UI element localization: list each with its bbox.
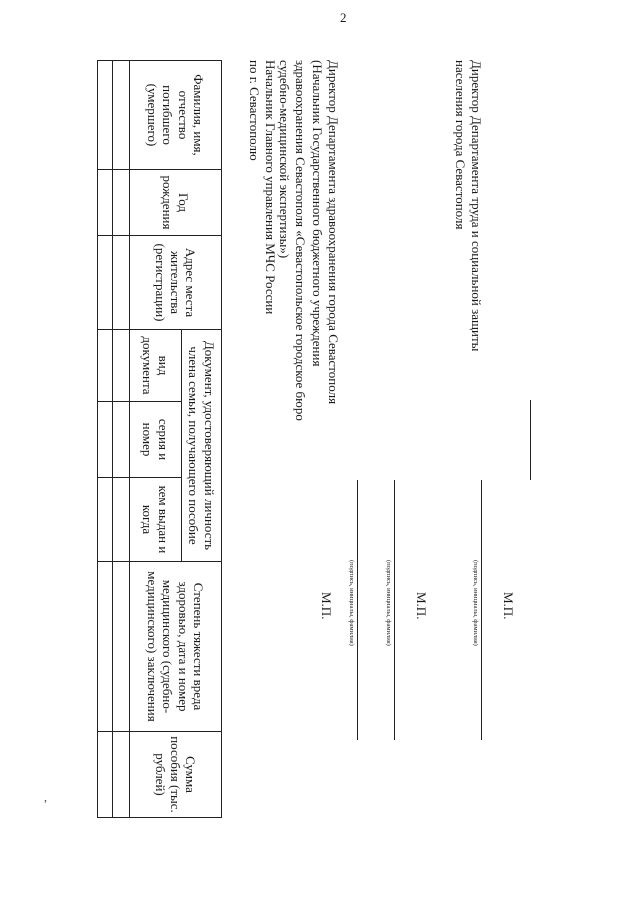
stamp-placeholder: М.П. bbox=[501, 592, 516, 620]
signature-line bbox=[357, 480, 358, 740]
stamp-placeholder: М.П. bbox=[319, 592, 334, 620]
table-row bbox=[113, 61, 130, 818]
page-number: 2 bbox=[340, 10, 347, 25]
signatory-title-line: судебно-медицинской экспертизы») bbox=[277, 60, 293, 259]
signatory-title-line: населения города Севастополя bbox=[452, 60, 468, 230]
signature-block-labour bbox=[452, 60, 485, 351]
header-document: Документ, удостоверяющий личность члена семьи, получающего пособие bbox=[182, 330, 222, 562]
signature-line-short bbox=[530, 400, 531, 480]
header-address: Адрес места жительства (регистрации) bbox=[130, 236, 222, 330]
header-harm: Степень тяжести вреда здоровью, дата и номер медицинского (судебно-медицинского) заключения bbox=[130, 562, 222, 732]
signature-block-mchs bbox=[246, 60, 279, 314]
signatory-title-line: Начальник Главного управления МЧС России bbox=[263, 60, 278, 315]
header-doc-issued: кем выдан и когда bbox=[130, 478, 182, 562]
family-members-table bbox=[97, 60, 222, 818]
header-birth-year: Год рождения bbox=[130, 170, 222, 236]
signature-line bbox=[394, 480, 395, 740]
header-fio: Фамилия, имя, отчество погибшего (умершего) bbox=[130, 61, 222, 170]
signature-block-health bbox=[276, 60, 341, 421]
signatory-title-line: (Начальник Государственного бюджетного учреждения bbox=[309, 60, 325, 367]
signatory-title-line: Директор Департамента труда и социальной защиты bbox=[469, 60, 484, 352]
header-sum: Сумма пособия (тыс. рублей) bbox=[130, 732, 222, 818]
signature-line bbox=[481, 480, 482, 740]
table-row bbox=[98, 61, 113, 818]
header-doc-type: вид документа bbox=[130, 330, 182, 402]
stray-mark: , bbox=[44, 790, 47, 804]
stamp-placeholder: М.П. bbox=[414, 592, 429, 620]
signatory-title-line: Директор Департамента здравоохранения города Севастополя bbox=[326, 60, 341, 405]
header-doc-series: серия и номер bbox=[130, 402, 182, 478]
signatory-title-line: здравоохранения Севастополя «Севастопольское городское бюро bbox=[293, 60, 309, 421]
signature-caption: (подпись, инициалы, фамилия) bbox=[472, 560, 479, 646]
signatory-title-line: по г. Севастополю bbox=[246, 60, 262, 161]
signature-caption: (подпись, инициалы, фамилия) bbox=[385, 560, 392, 646]
header-row-1 bbox=[182, 61, 222, 818]
signature-caption: (подпись, инициалы, фамилия) bbox=[348, 560, 355, 646]
